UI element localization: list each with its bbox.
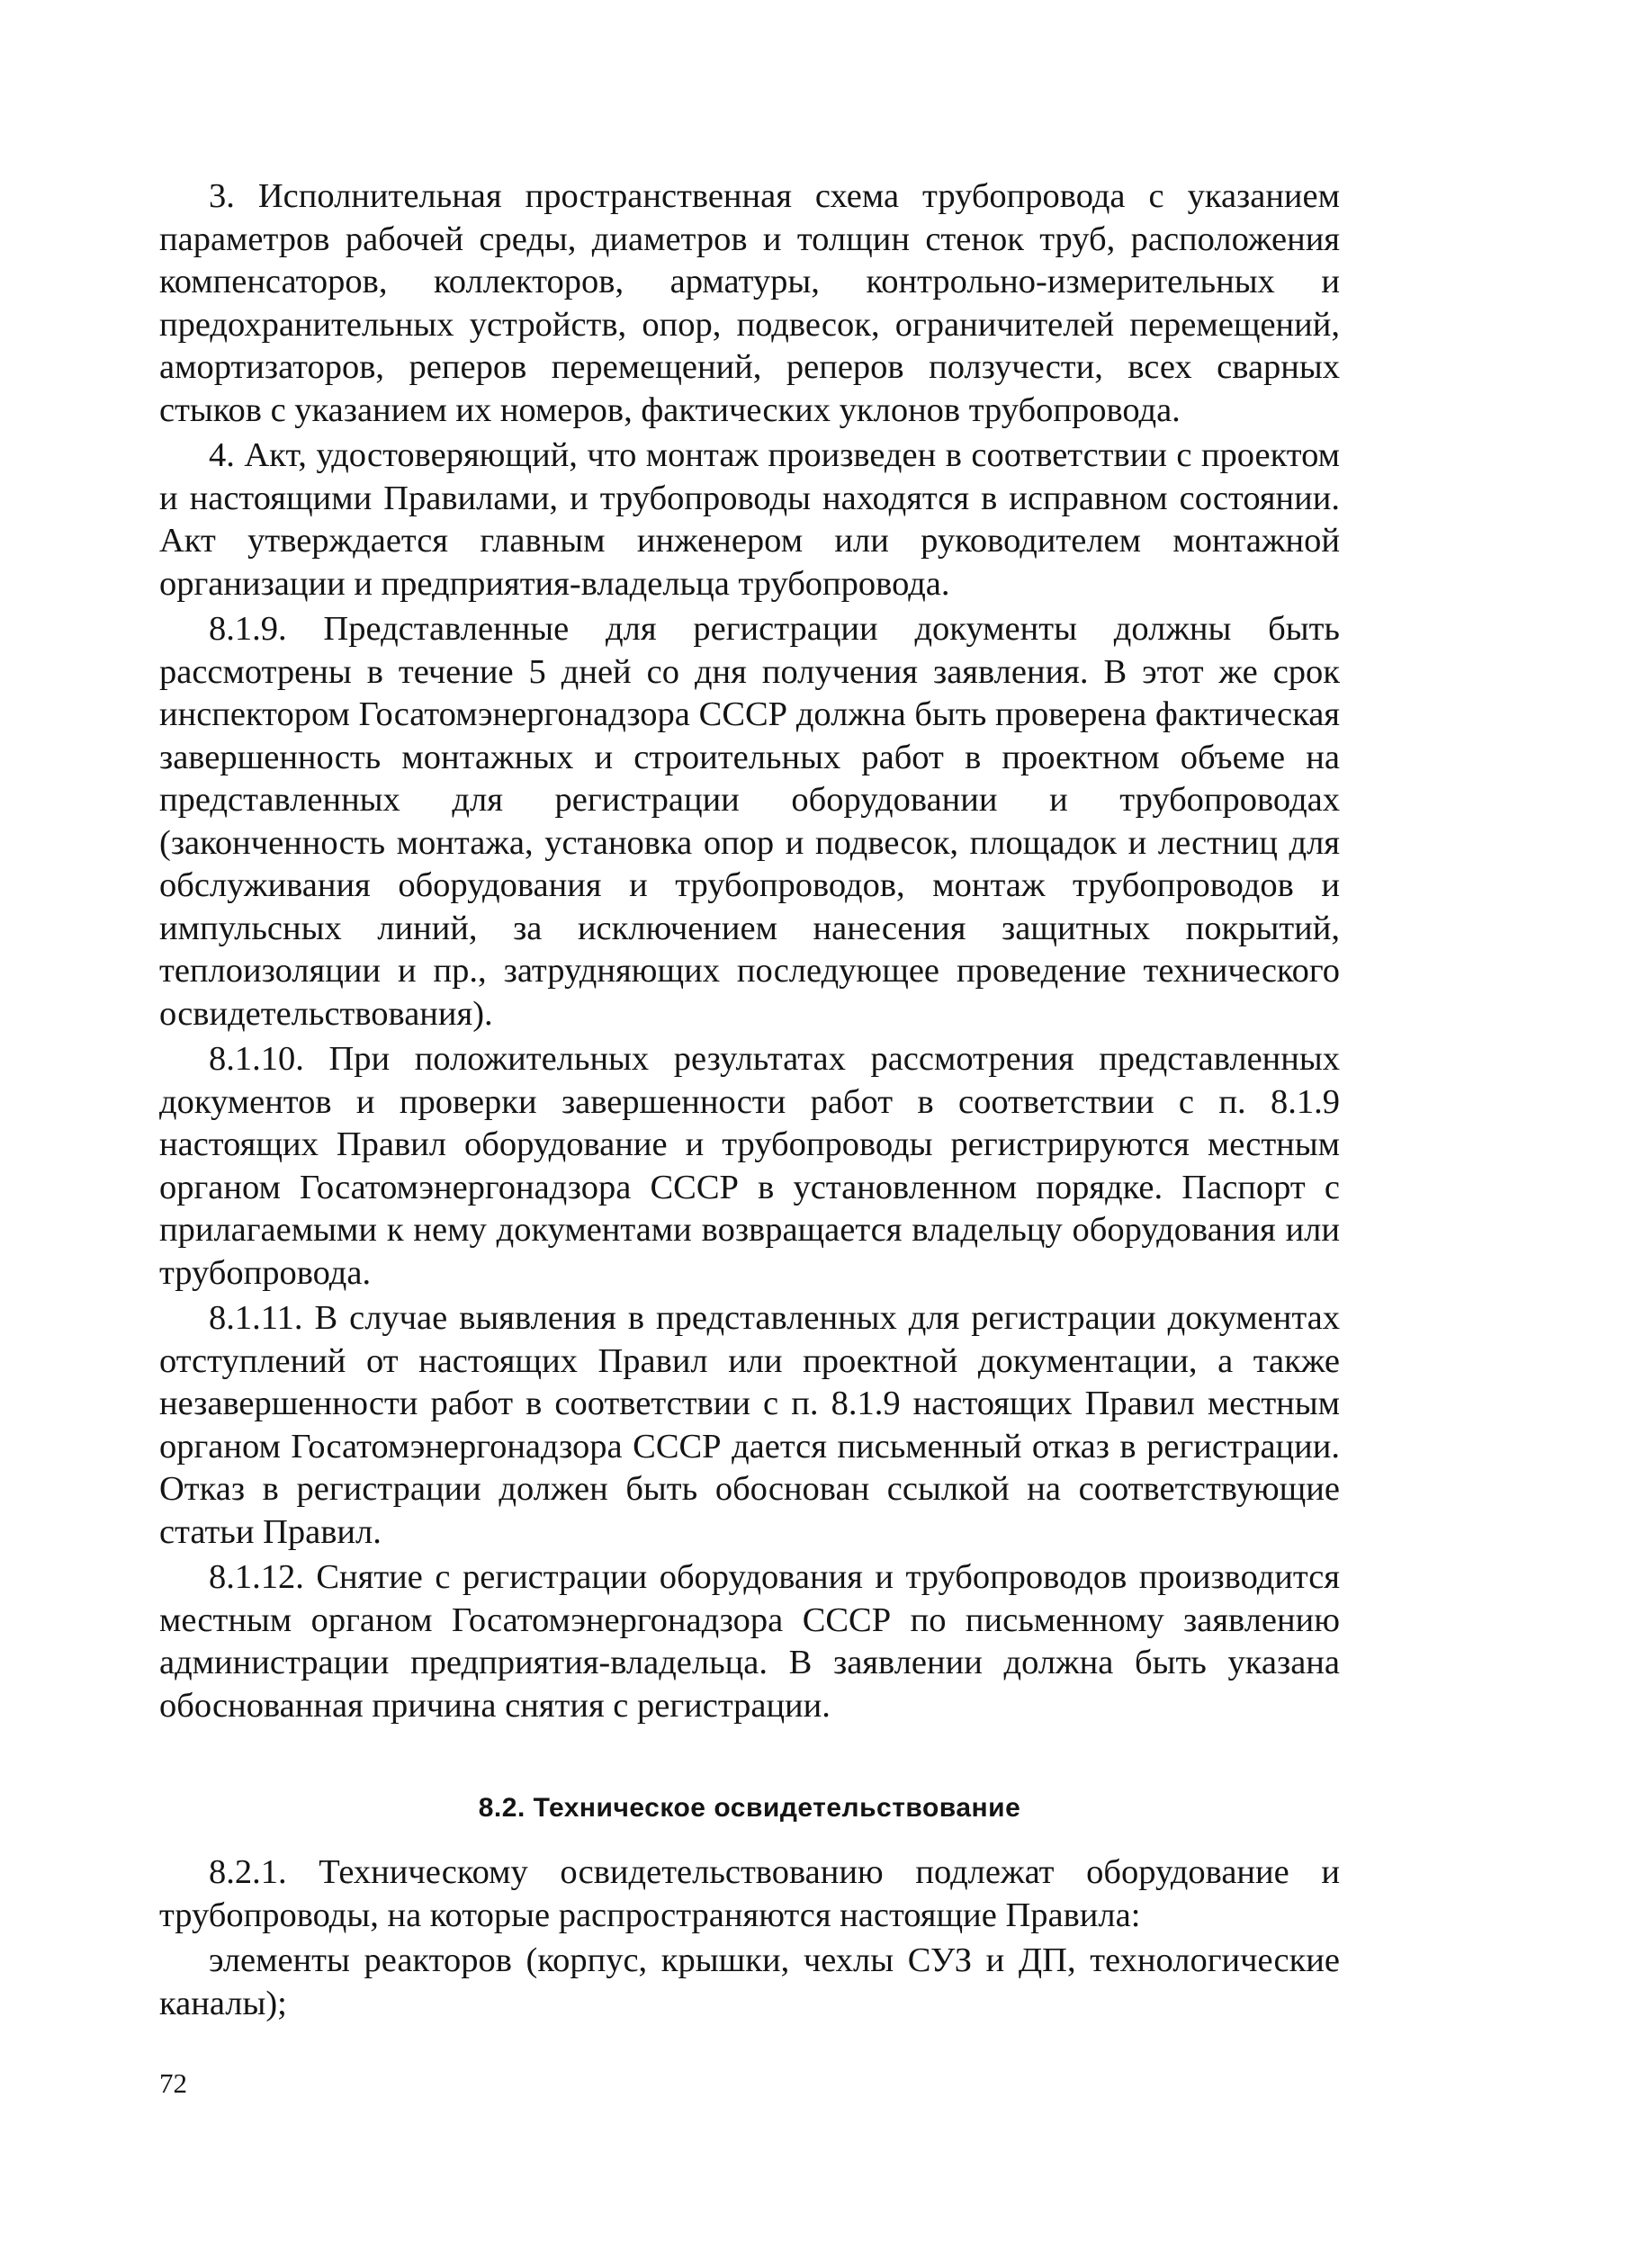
paragraph-item-3: 3. Исполнительная пространственная схема трубопровода с указанием параметров рабочей среды, диаметров и толщин стенок труб, расположения компенсаторов, коллекторов, арматуры, контрольно-измерительных и предохранительных устройств, опор, подвесок, ограничителей перемещений, амортизаторов, реперов перемещений, реперов ползучести, всех сварных стыков с указанием их номеров, фактических уклонов трубопровода.: [159, 177, 1340, 429]
page-number: 72: [159, 2067, 187, 2099]
paragraph-item-4: 4. Акт, удостоверяющий, что монтаж произведен в соответствии с проектом и настоящими Правилами, и трубопроводы находятся в исправном состоянии. Акт утверждается главным инженером или руководителем монтажной организации и предприятия-владельца трубопровода.: [159, 436, 1340, 603]
paragraph-8-1-10: 8.1.10. При положительных результатах рассмотрения представленных документов и проверки завершенности работ в соответствии с п. 8.1.9 настоящих Правил оборудование и трубопроводы регистрируются местным органом Госатомэнергонадзора СССР в установленном порядке. Паспорт с прилагаемыми к нему документами возвращается владельцу оборудования или трубопровода.: [159, 1040, 1340, 1292]
paragraph-8-1-11: 8.1.11. В случае выявления в представленных для регистрации документах отступлений от настоящих Правил или проектной документации, а также незавершенности работ в соответствии с п. 8.1.9 настоящих Правил местным органом Госатомэнергонадзора СССР дается письменный отказ в регистрации. Отказ в регистрации должен быть обоснован ссылкой на соответствующие статьи Правил.: [159, 1299, 1340, 1551]
paragraph-8-2-1: 8.2.1. Техническому освидетельствованию подлежат оборудование и трубопроводы, на которые распространяются настоящие Правила:: [159, 1853, 1340, 1934]
section-title: 8.2. Техническое освидетельствование: [478, 1793, 1021, 1823]
paragraph-8-1-9: 8.1.9. Представленные для регистрации документы должны быть рассмотрены в течение 5 дней со дня получения заявления. В этот же срок инспектором Госатомэнергонадзора СССР должна быть проверена фактическая завершенность монтажных и строительных работ в проектном объеме на представленных для регистрации оборудовании и трубопроводах (законченность монтажа, установка опор и подвесок, площадок и лестниц для обслуживания оборудования и трубопроводов, монтаж трубопроводов и импульсных линий, за исключением нанесения защитных покрытий, теплоизоляции и пр., затрудняющих последующее проведение технического освидетельствования).: [159, 610, 1340, 1033]
paragraph-8-1-12: 8.1.12. Снятие с регистрации оборудования и трубопроводов производится местным органом Госатомэнергонадзора СССР по письменному заявлению администрации предприятия-владельца. В заявлении должна быть указана обоснованная причина снятия с регистрации.: [159, 1558, 1340, 1725]
paragraph-reactor-elements: элементы реакторов (корпус, крышки, чехлы СУЗ и ДП, технологические каналы);: [159, 1941, 1340, 2022]
document-page: [159, 175, 1340, 2025]
